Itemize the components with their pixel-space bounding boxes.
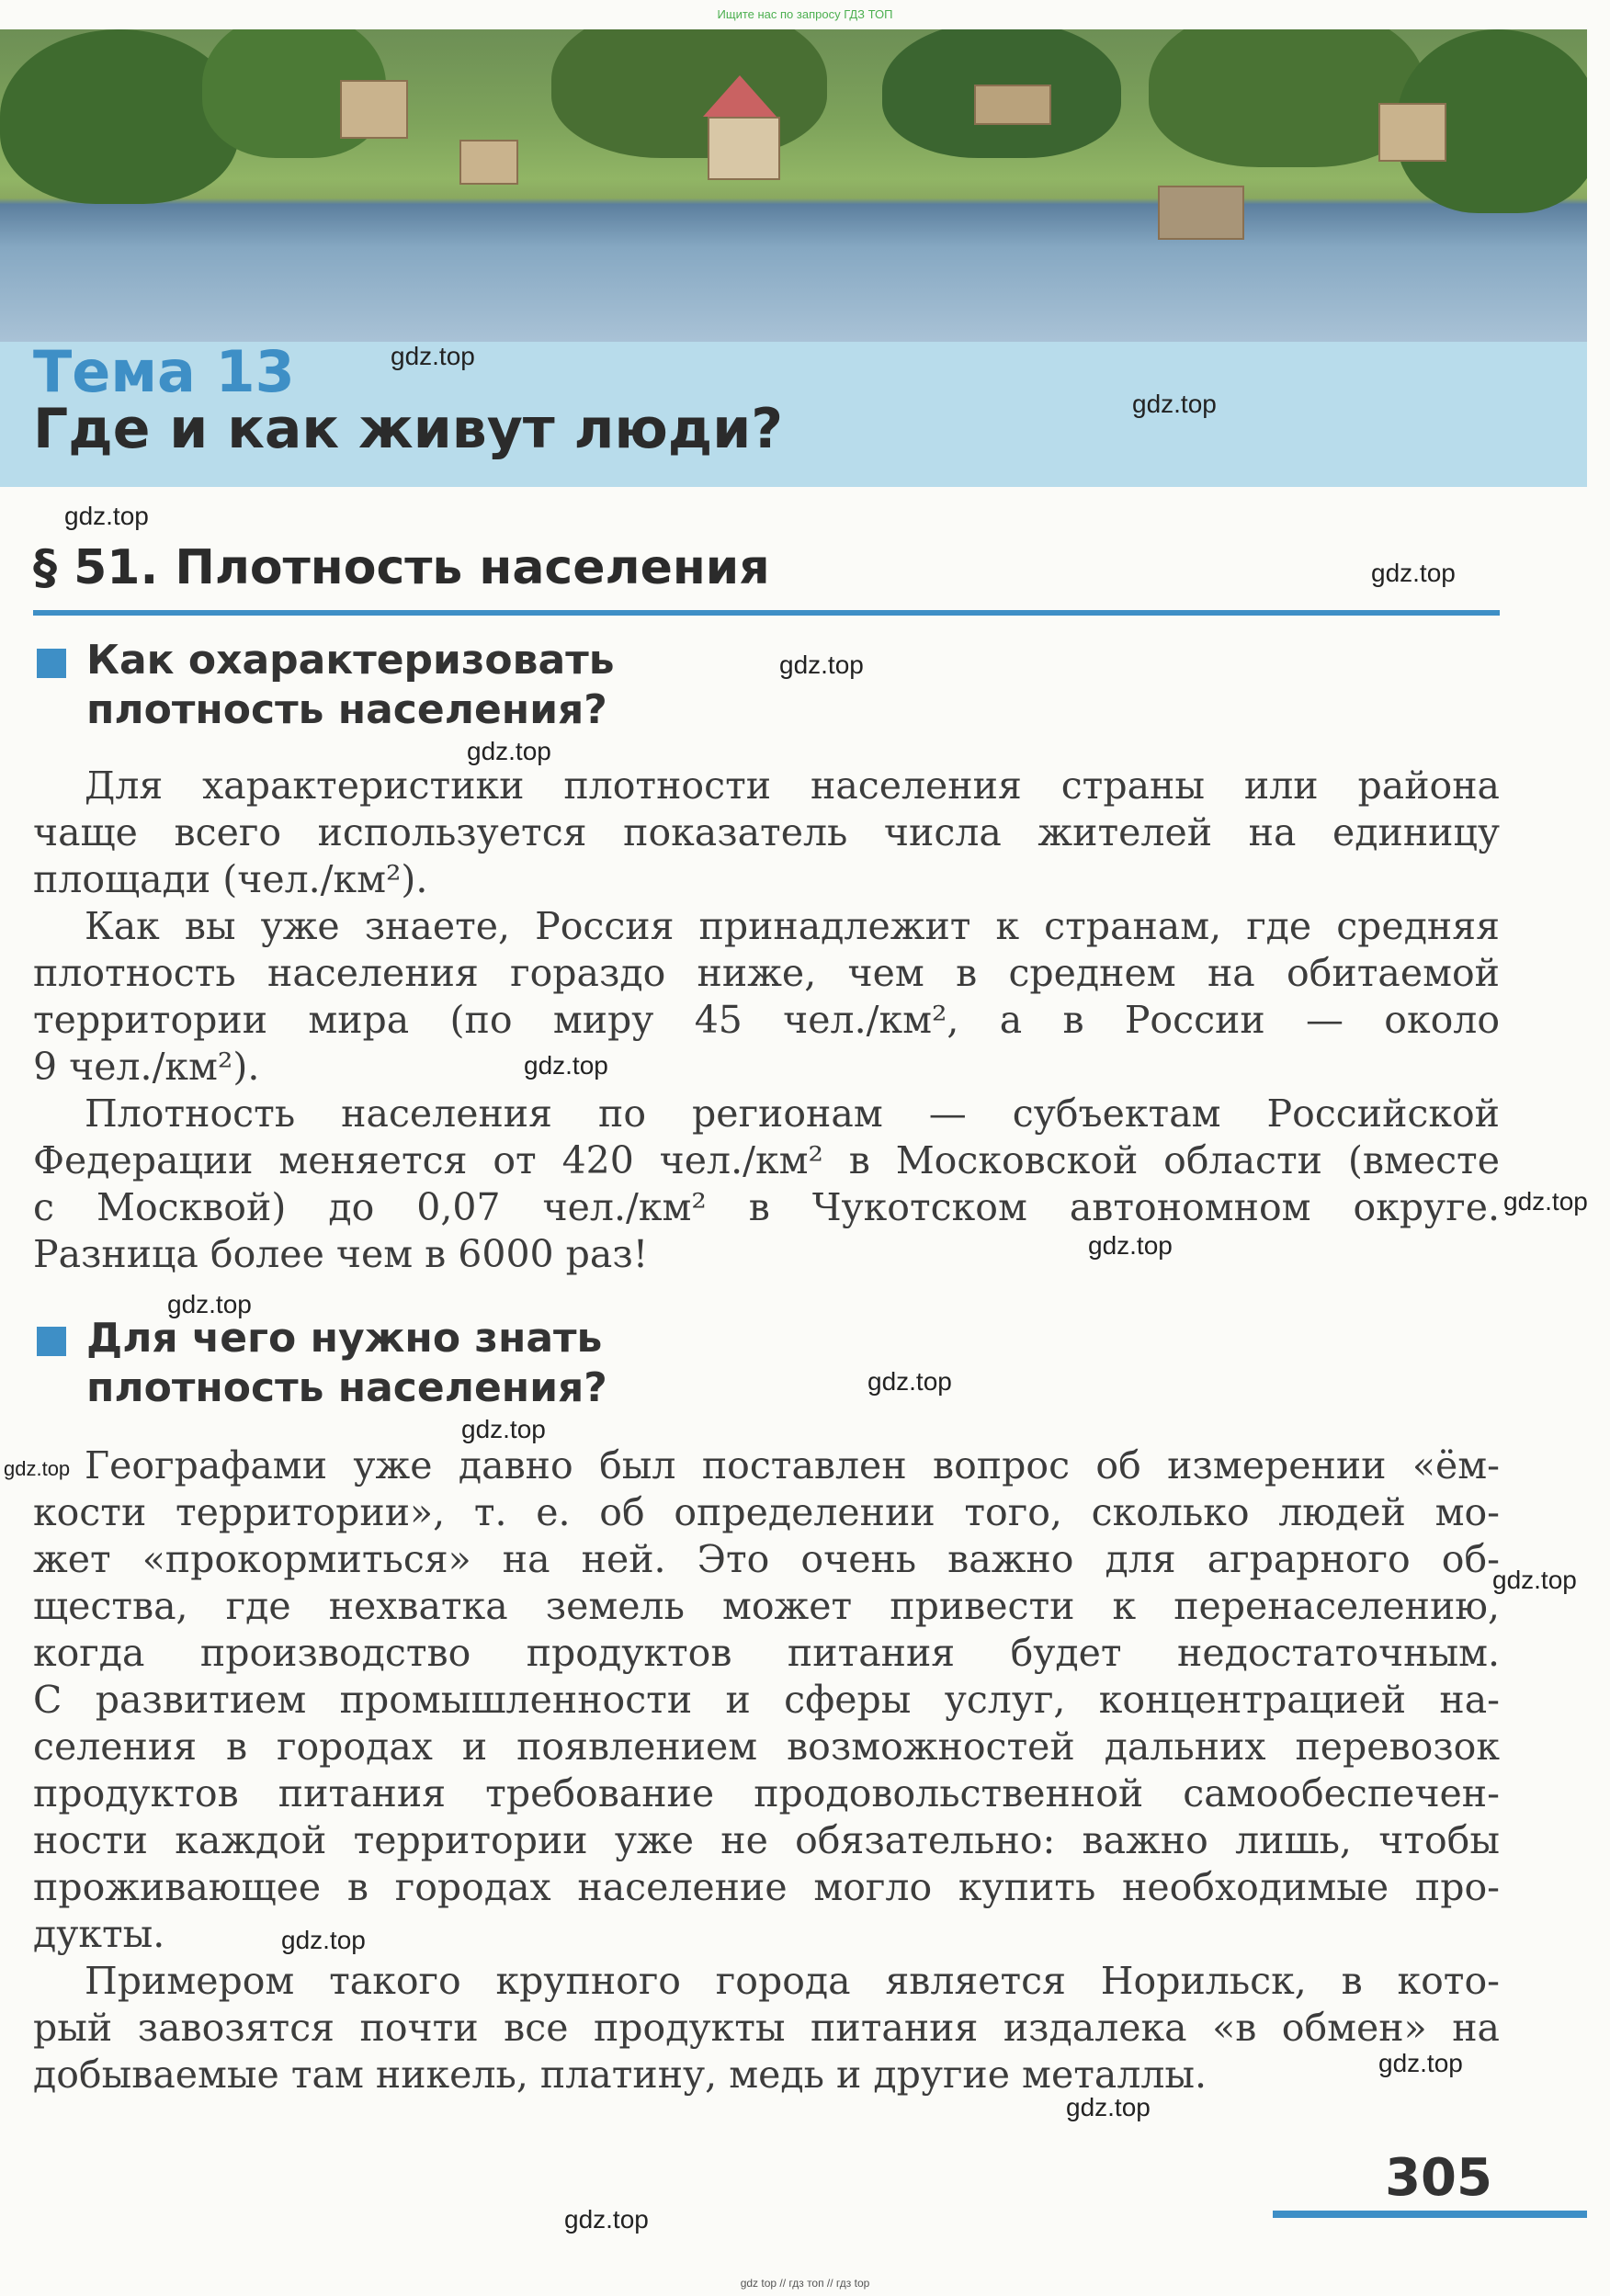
watermark: gdz.top [281,1926,366,1954]
watermark: gdz.top [524,1051,608,1080]
page-number-rule [1273,2211,1587,2218]
watermark: gdz.top [167,1290,252,1318]
watermark: gdz.top [867,1367,952,1396]
watermark: gdz.top [461,1415,546,1443]
watermark: gdz.top [391,342,475,370]
paragraph-rule [33,610,1500,616]
watermark: gdz.top [1088,1231,1173,1260]
watermark: gdz.top [1066,2093,1151,2121]
paragraph-title: § 51. Плотность населения [33,540,770,595]
section-1-title: Как охарактеризовать плотность населения? [86,637,615,733]
watermark: gdz.top [1492,1566,1577,1594]
watermark: gdz.top [564,2205,649,2234]
section-marker-icon [37,1327,66,1356]
watermark: gdz.top [467,737,551,765]
watermark: gdz.top [1371,559,1456,587]
topic-title: Где и как живут люди? [33,397,784,461]
watermark: gdz.top [779,650,864,679]
top-note: Ищите нас по запросу ГДЗ ТОП [717,7,893,21]
watermark: gdz.top [64,502,149,530]
topic-number: Тема 13 [33,338,295,405]
watermark: gdz.top [1503,1187,1588,1216]
watermark: gdz.top [4,1457,71,1480]
watermark: gdz.top [1378,2049,1463,2077]
header-photo [0,29,1587,342]
bottom-note: gdz top // гдз топ // гдз top [740,2277,870,2290]
section-marker-icon [37,649,66,678]
section-1-text: Для характеристики плотности населения страны или района чаще всего используется показатель числа жителей на единицу площади (чел./км²). Как вы уже знаете, Россия принадлежит к странам, где средняя плотность населения гораздо ниже, чем в среднем на обитаемой территории мира (по миру 45 чел./км², а в России — около 9 чел./км²). Плотность населения по регионам — субъектам Российской Федерации меняется от 420 чел./км² в Московской области (вместе с Москвой) до 0,07 чел./км² в Чукотском автономном округе. Разница более чем в 6000 раз! [33,763,1500,1276]
page-number: 305 [1385,2148,1492,2208]
watermark: gdz.top [1132,390,1217,418]
section-2-text: Географами уже давно был поставлен вопрос об измерении «ём- кости территории», т. е. об определении того, сколько людей мо- жет «прокормиться» на ней. Это очень важно для аграрного об- щества, где нехватка земель может привести к перенаселению, когда производство продуктов питания будет недостаточным. С развитием промышленности и сферы услуг, концентрацией на- селения в городах и появлением возможностей дальних перевозок продуктов питания требование продовольственной самообеспечен- ности каждой территории уже не обязательно: важно лишь, чтобы проживающее в городах население могло купить необходимые про- дукты. Примером такого крупного города является Норильск, в кото- рый завозятся почти все продукты питания издалека «в обмен» на добываемые там никель, платину, медь и другие металлы. [33,1443,1500,2097]
section-2-title: Для чего нужно знать плотность населения? [86,1315,607,1411]
